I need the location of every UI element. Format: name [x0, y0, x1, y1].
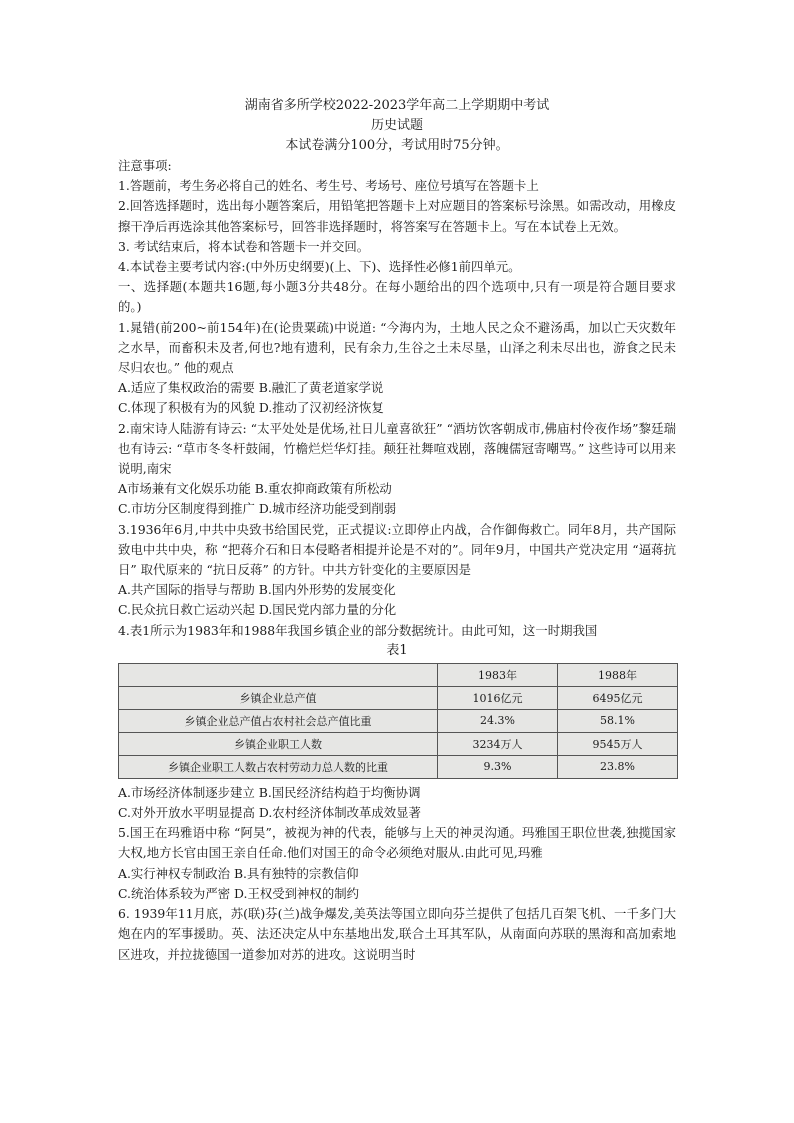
question-6-stem: 6. 1939年11月底，苏(联)芬(兰)战争爆发,美英法等国立即向芬兰提供了包括几百架飞机、一千多门大炮在内的军事援助。英、法还决定从中东基地出发,联合土耳其军队，从南面向苏联的黑海和高加索地区进攻，并拉拢德国一道参加对苏的进攻。这说明当时: [118, 906, 676, 962]
table-row: [119, 686, 678, 709]
question-3-options-ab: A.共产国际的指导与帮助 B.国内外形势的发展变化: [118, 582, 396, 598]
note-item: 2.回答选择题时，选出每小题答案后，用铅笔把答题卡上对应题目的答案标号涂黑。如需改动，用橡皮擦干净后再选涂其他答案标号，回答非选择题时，将答案写在答题卡上。写在本试卷上无效。: [118, 198, 676, 234]
table-cell: 1983年: [438, 663, 558, 686]
notes-heading: 注意事项:: [118, 158, 172, 173]
table-cell: 58.1%: [558, 709, 678, 732]
note-item: 4.本试卷主要考试内容:(中外历史纲要)(上、下)、选择性必修1前四单元。: [118, 259, 521, 275]
table-cell: 6495亿元: [558, 686, 678, 709]
question-2-options-cd: C.市坊分区制度得到推广 D.城市经济功能受到削弱: [118, 501, 397, 517]
note-item: 3. 考试结束后，将本试卷和答题卡一并交回。: [118, 238, 370, 254]
table-header-row: [119, 663, 678, 686]
question-5-options-ab: A.实行神权专制政治 B.具有独特的宗教信仰: [118, 865, 359, 881]
question-2-options-ab: A市场兼有文化娱乐功能 B.重农抑商政策有所松动: [118, 481, 392, 497]
question-3-options-cd: C.民众抗日救亡运动兴起 D.国民党内部力量的分化: [118, 602, 397, 618]
table-cell: 23.8%: [558, 755, 678, 778]
table-cell: 乡镇企业总产值占农村社会总产值比重: [119, 709, 438, 732]
township-enterprise-table: [118, 663, 678, 779]
question-3-stem: 3.1936年6月,中共中央致书给国民党，正式提议:立即停止内战，合作御侮救亡。同年8月，共产国际致电中共中央，称 “把蒋介石和日本侵略者相提并论是不对的”。同年9月，中国共产党决定用 “逼蒋抗日” 取代原来的 “抗日反蒋” 的方针。中共方针变化的主要原因是: [118, 521, 676, 578]
question-4-options-ab: A.市场经济体制逐步建立 B.国民经济结构趋于均衡协调: [118, 784, 421, 800]
table-cell: 乡镇企业职工人数: [119, 732, 438, 755]
question-1-stem: 1.晁错(前200~前154年)在(论贵粟疏)中说道: “今海内为，土地人民之众不避汤禹，加以亡天灾数年之水旱，而畜积未及者,何也?地有遗利，民有余力,生谷之土未尽垦，山泽之利未尽出也，游食之民未尽归农也。” 他的观点: [118, 319, 676, 376]
question-5-stem: 5.国王在玛雅语中称 “阿昊”，被视为神的代表，能够与上天的神灵沟通。玛雅国王职位世袭,独揽国家大权,地方长官由国王亲自任命.他们对国王的命令必须绝对服从.由此可见,玛雅: [118, 825, 676, 861]
question-5-options-cd: C.统治体系较为严密 D.王权受到神权的制约: [118, 885, 359, 901]
table-cell: 9.3%: [438, 755, 558, 778]
note-item: 1.答题前，考生务必将自己的姓名、考生号、考场号、座位号填写在答题卡上: [118, 178, 539, 194]
question-2-stem: 2.南宋诗人陆游有诗云: “太平处处是优场,社日儿童喜欲狂” “酒坊饮客朝成市,佛庙村伶夜作场”黎廷瑞也有诗云: “草市冬冬杆鼓闹，竹檐烂烂华灯挂。颠狂社舞喧戏剧，落魄儒冠寄嘲骂。” 这些诗可以用来说明,南宋: [118, 420, 676, 477]
table-cell: 3234万人: [438, 732, 558, 755]
table-cell: 24.3%: [438, 709, 558, 732]
table-row: [119, 732, 678, 755]
table-row: [119, 755, 678, 778]
table-cell: 9545万人: [558, 732, 678, 755]
exam-title: 湖南省多所学校2022-2023学年高二上学期期中考试: [244, 98, 550, 113]
section-heading: 一、选择题(本题共16题,每小题3分共48分。在每小题给出的四个选项中,只有一项是符合题目要求的。): [118, 279, 676, 315]
question-4-stem: 4.表1所示为1983年和1988年我国乡镇企业的部分数据统计。由此可知，这一时期我国: [118, 622, 598, 638]
question-4-options-cd: C.对外开放水平明显提高 D.农村经济体制改革成效显著: [118, 805, 421, 821]
table-row: [119, 709, 678, 732]
subject-title: 历史试题: [370, 118, 423, 133]
question-1-options-cd: C.体现了积极有为的风貌 D.推动了汉初经济恢复: [118, 400, 384, 416]
table-title: 表1: [386, 642, 408, 658]
question-1-options-ab: A.适应了集权政治的需要 B.融汇了黄老道家学说: [118, 380, 384, 396]
table-cell: [119, 663, 438, 686]
table-cell: 1988年: [558, 663, 678, 686]
exam-info: 本试卷满分100分，考试用时75分钟。: [285, 138, 509, 153]
table-cell: 1016亿元: [438, 686, 558, 709]
table-cell: 乡镇企业总产值: [119, 686, 438, 709]
table-cell: 乡镇企业职工人数占农村劳动力总人数的比重: [119, 755, 438, 778]
